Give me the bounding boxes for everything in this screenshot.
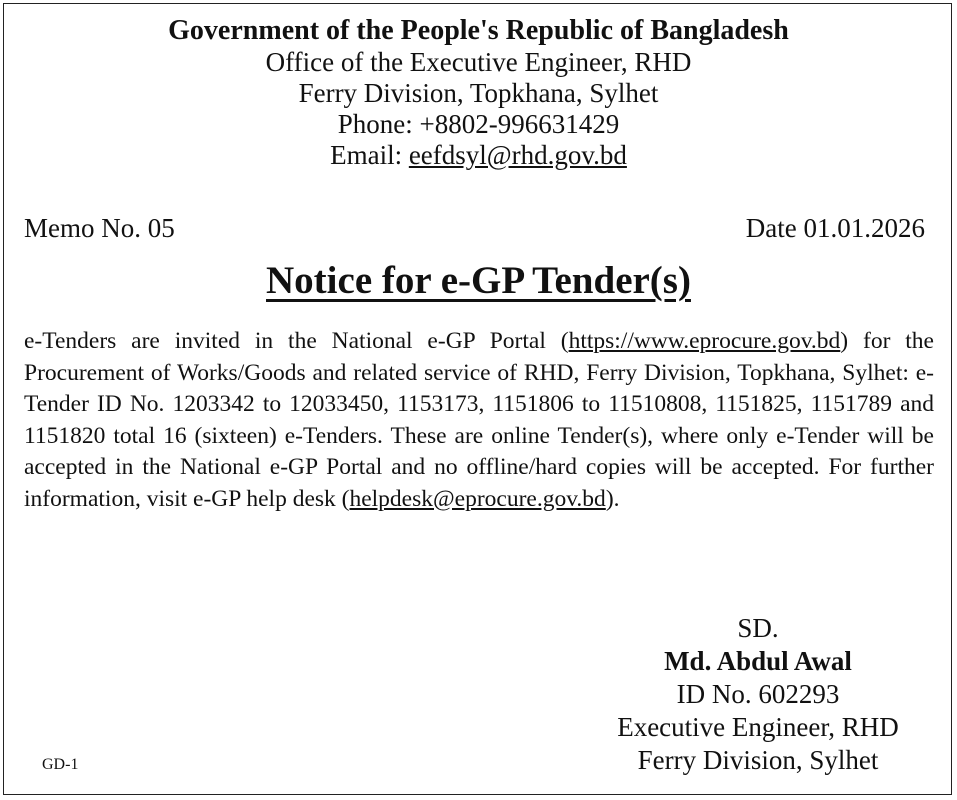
signatory-name: Md. Abdul Awal bbox=[664, 646, 852, 676]
eprocure-portal-link[interactable]: https://www.eprocure.gov.bd bbox=[568, 328, 841, 354]
signatory-division: Ferry Division, Sylhet bbox=[637, 745, 879, 775]
body-part-2: ) for the Procurement of Works/Goods and related service of RHD, Ferry Division, Topkhana, Sylhet: e-Tender ID No. 1203342 to 12033450, 1153173, 1151806 to 11510808, 1151825, 1151789 and 1151820 total 16 (sixteen) e-Tenders. These are online Tender(s), where only e-Tender will be accepted in the National e-GP Portal and no offline/hard copies will be accepted. For further information, visit e-GP help desk ( bbox=[24, 328, 934, 512]
body-part-1: e-Tenders are invited in the National e-GP Portal ( bbox=[24, 328, 569, 354]
office-email-link[interactable]: eefdsyl@rhd.gov.bd bbox=[408, 140, 627, 170]
footer-code: GD-1 bbox=[42, 756, 79, 773]
government-name: Government of the People's Republic of Bangladesh bbox=[168, 15, 789, 46]
signatory-designation: Executive Engineer, RHD bbox=[617, 712, 899, 742]
notice-date: Date 01.01.2026 bbox=[745, 213, 925, 243]
letterhead bbox=[0, 14, 957, 171]
notice-title-text: Notice for e-GP Tender(s) bbox=[266, 259, 691, 302]
notice-body bbox=[24, 326, 934, 515]
signature-block bbox=[560, 612, 956, 777]
signed-mark: SD. bbox=[737, 613, 779, 643]
body-part-3: ). bbox=[605, 485, 620, 512]
memo-number: Memo No. 05 bbox=[24, 213, 175, 243]
email-line bbox=[0, 140, 957, 171]
signatory-id: ID No. 602293 bbox=[676, 679, 840, 709]
notice-title bbox=[0, 257, 957, 305]
division-address: Ferry Division, Topkhana, Sylhet bbox=[298, 78, 659, 108]
email-label: Email: bbox=[330, 140, 409, 170]
office-name: Office of the Executive Engineer, RHD bbox=[265, 47, 692, 77]
helpdesk-email-link[interactable]: helpdesk@eprocure.gov.bd bbox=[349, 485, 606, 512]
phone-number: Phone: +8802-996631429 bbox=[337, 109, 620, 139]
